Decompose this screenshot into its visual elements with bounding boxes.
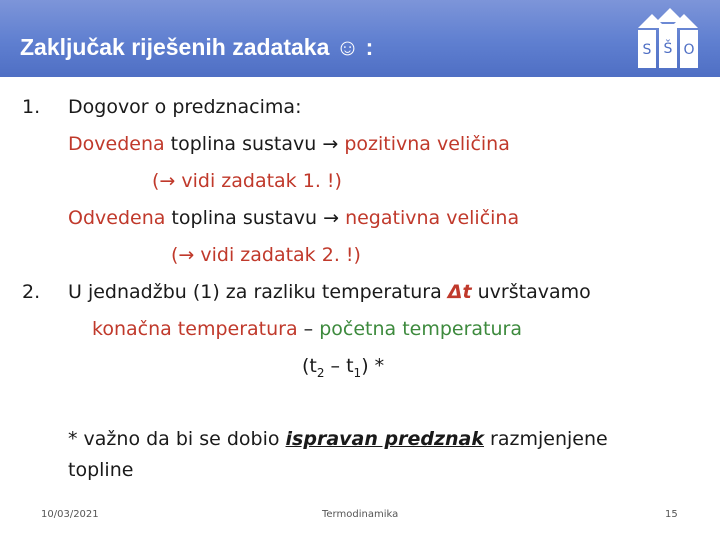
temperature-difference [92, 318, 522, 340]
footnote-line2: topline [68, 459, 134, 481]
formula-mid: – t [324, 355, 354, 377]
formula-sub-1: 1 [353, 365, 362, 380]
odvedena-label: Odvedena [68, 207, 166, 229]
formula [302, 355, 384, 380]
item2-text [68, 281, 591, 303]
minus-dash: – [297, 318, 320, 340]
sub2-middle: toplina sustavu → [165, 207, 346, 229]
footer-subject: Termodinamika [322, 509, 399, 520]
item1-text: Dogovor o predznacima: [68, 96, 302, 118]
logo-letter-o: O [683, 42, 695, 58]
item2-after: uvrštavamo [471, 281, 591, 303]
item1-note1: (→ vidi zadatak 1. !) [152, 170, 342, 192]
formula-open: (t [302, 355, 317, 377]
footnote-line1 [68, 428, 608, 450]
note-emphasis: ispravan predznak [285, 428, 485, 450]
negative-label: negativna veličina [345, 207, 520, 229]
formula-sub-2: 2 [316, 365, 325, 380]
positive-label: pozitivna veličina [344, 133, 510, 155]
item1-sub2 [68, 207, 519, 229]
dovedena-label: Dovedena [68, 133, 165, 155]
note-after: razmjenjene [484, 428, 608, 450]
sub1-middle: toplina sustavu → [164, 133, 345, 155]
final-temperature: konačna temperatura [92, 318, 298, 340]
list-number-2: 2. [22, 281, 41, 303]
slide-title: Zaključak riješenih zadataka ☺ : [20, 34, 374, 60]
formula-close: ) * [361, 355, 385, 377]
note-before: * važno da bi se dobio [68, 428, 286, 450]
delta-t: Δt [447, 281, 472, 303]
footer-date: 10/03/2021 [41, 509, 99, 520]
item2-before: U jednadžbu (1) za razliku temperatura [68, 281, 448, 303]
footer-page-number: 15 [665, 509, 678, 520]
logo-letter-s: S [642, 42, 652, 58]
initial-temperature: početna temperatura [319, 318, 522, 340]
item1-sub1 [68, 133, 510, 155]
logo-letter-sh: Š [663, 41, 673, 57]
item1-note2: (→ vidi zadatak 2. !) [171, 244, 361, 266]
list-number-1: 1. [22, 96, 41, 118]
